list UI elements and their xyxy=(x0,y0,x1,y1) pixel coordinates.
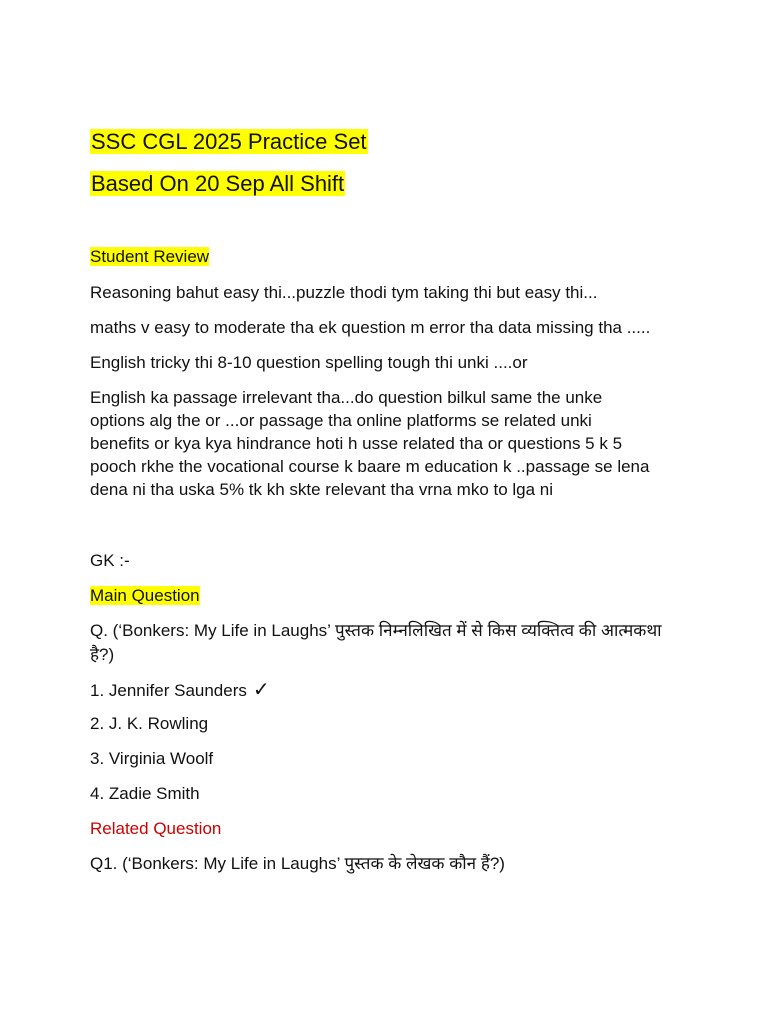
option-1-text: 1. Jennifer Saunders xyxy=(90,681,247,700)
review-paragraph-line: benefits or kya kya hindrance hoti h usse related tha or questions 5 k 5 xyxy=(90,434,623,453)
related-question-1: Q1. (‘Bonkers: My Life in Laughs’ पुस्तक के लेखक कौन हैं?) xyxy=(90,854,505,873)
option-3: 3. Virginia Woolf xyxy=(90,749,214,768)
title-text-2: Based On 20 Sep All Shift xyxy=(91,171,345,196)
review-paragraph-line: dena ni tha uska 5% tk kh skte relevant tha vrna mko to lga ni xyxy=(90,480,554,499)
review-paragraph-line: English ka passage irrelevant tha...do question bilkul same the unke xyxy=(90,388,603,407)
student-review-text: Student Review xyxy=(90,247,210,266)
student-review-heading xyxy=(90,246,209,268)
review-line: English tricky thi 8-10 question spelling tough thi unki ....or xyxy=(90,353,528,372)
question-line-2: है?) xyxy=(90,645,115,664)
main-question-heading xyxy=(90,585,200,607)
option-1 xyxy=(90,678,270,702)
review-paragraph-line: options alg the or ...or passage tha online platforms se related unki xyxy=(90,411,592,430)
review-line: maths v easy to moderate tha ek question m error tha data missing tha ..... xyxy=(90,318,651,337)
main-question-text: Main Question xyxy=(90,586,200,605)
option-4: 4. Zadie Smith xyxy=(90,784,200,803)
title-line-2 xyxy=(90,170,345,198)
check-icon: ✓ xyxy=(252,677,270,701)
review-paragraph-line: pooch rkhe the vocational course k baare m education k ..passage se lena xyxy=(90,457,650,476)
review-line: Reasoning bahut easy thi...puzzle thodi tym taking thi but easy thi... xyxy=(90,283,598,302)
option-2: 2. J. K. Rowling xyxy=(90,714,209,733)
question-line-1: Q. (‘Bonkers: My Life in Laughs’ पुस्तक निम्नलिखित में से किस व्यक्तित्व की आत्मकथा xyxy=(90,621,662,640)
gk-label: GK :- xyxy=(90,551,130,570)
title-text-1: SSC CGL 2025 Practice Set xyxy=(91,129,367,154)
related-question-heading: Related Question xyxy=(90,819,222,838)
title-line-1 xyxy=(90,128,368,156)
